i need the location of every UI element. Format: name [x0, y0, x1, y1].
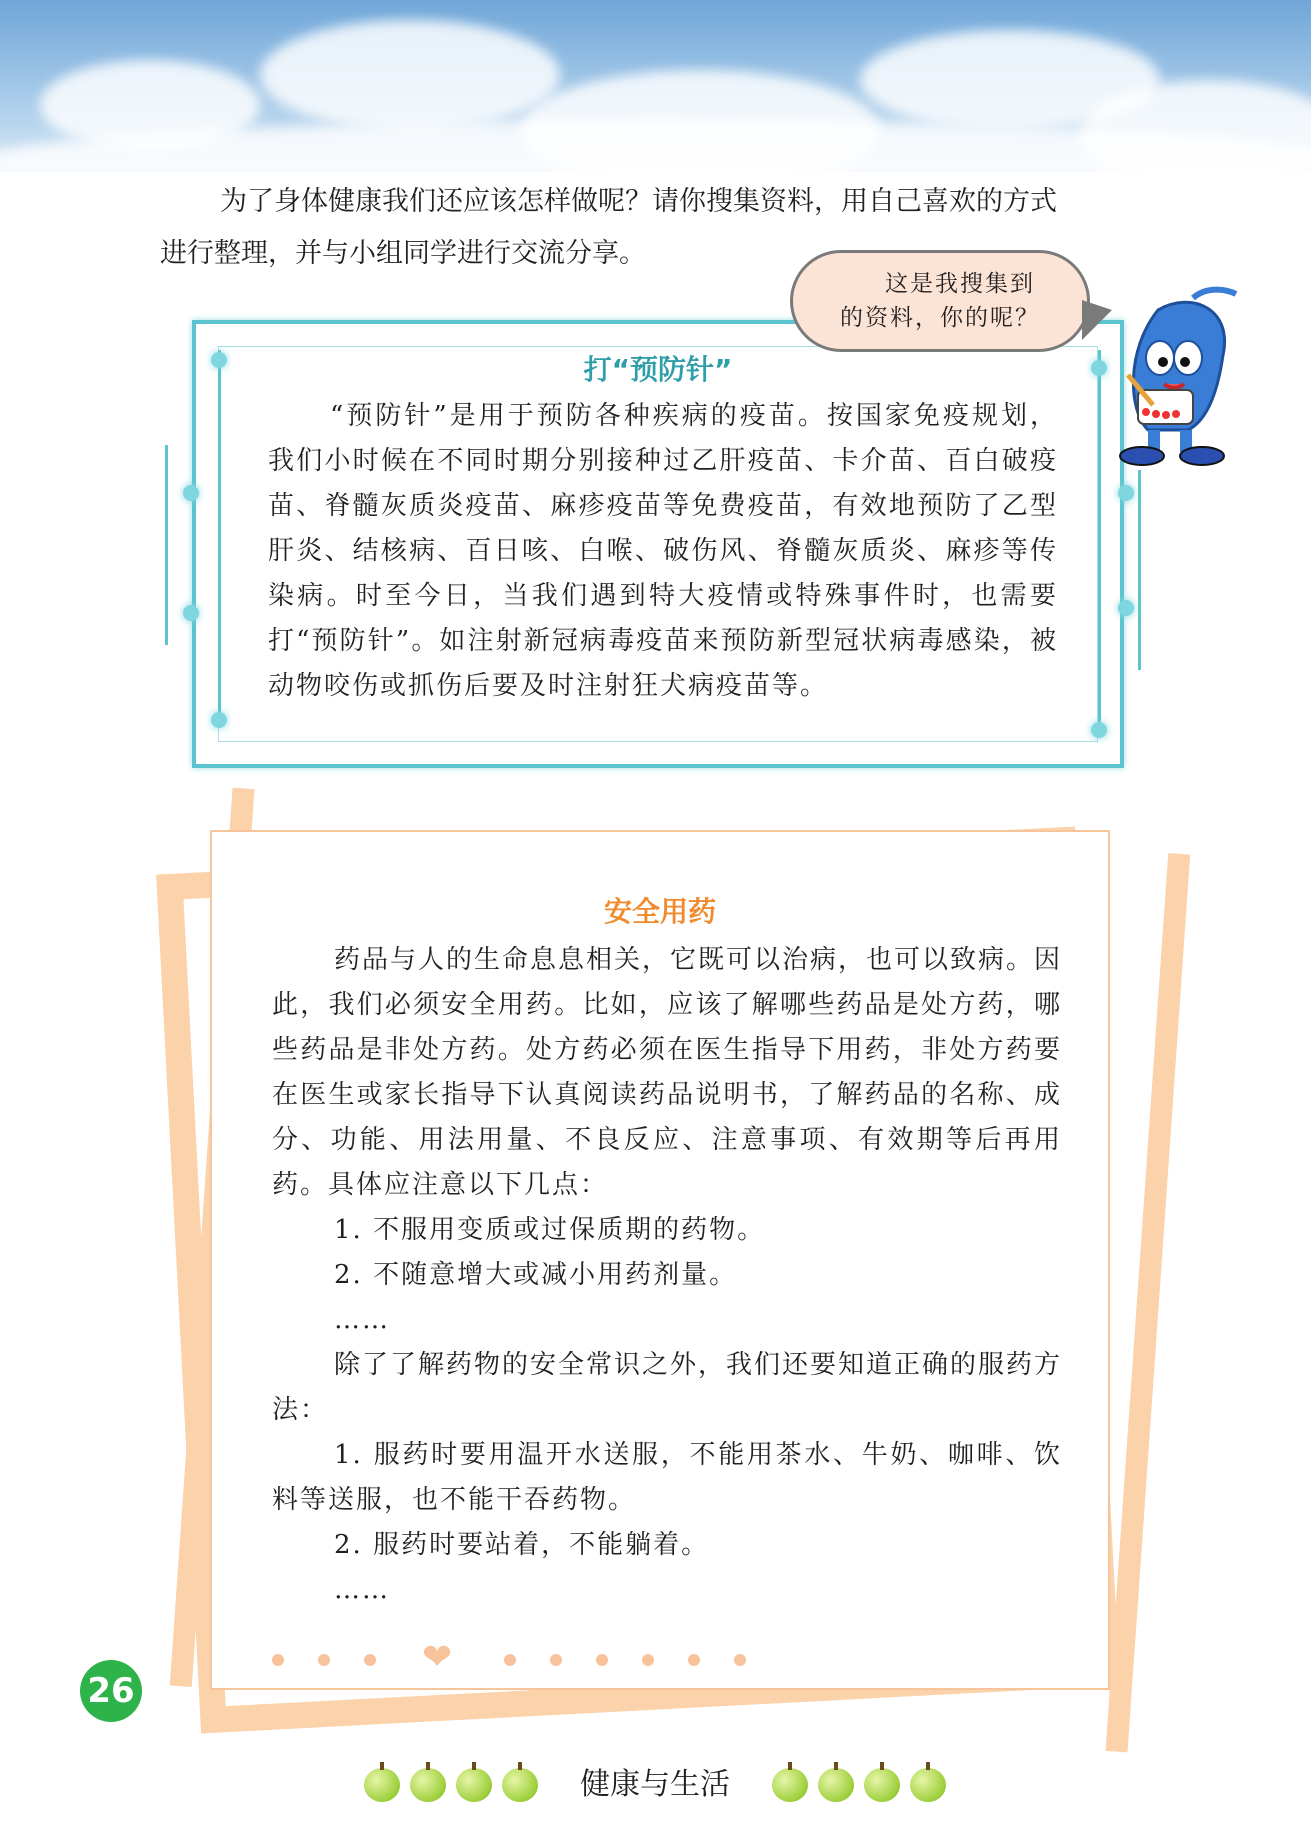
glow-dot	[183, 605, 199, 621]
medicine-item-3: 1. 服药时要用温开水送服，不能用茶水、牛奶、咖啡、饮料等送服，也不能干吞药物。	[272, 1440, 1062, 1515]
medicine-para-1: 药品与人的生命息息相关，它既可以治病，也可以致病。因此，我们必须安全用药。比如，应该了解哪些药品是处方药，哪些药品是非处方药。处方药必须在医生指导下用药，非处方药要在医生或家长指导下认真阅读药品说明书，了解药品的名称、成分、功能、用法用量、不良反应、注意事项、有效期等后再用药。具体应注意以下几点：	[272, 945, 1063, 1200]
medicine-item-4: 2. 服药时要站着，不能躺着。	[334, 1530, 710, 1560]
bubble-line-2: 的资料，你的呢？	[840, 305, 1040, 331]
apple-icon	[910, 1768, 946, 1802]
apple-icon	[456, 1768, 492, 1802]
vaccine-box-text: “预防针”是用于预防各种疾病的疫苗。按国家免疫规划，我们小时候在不同时期分别接种过乙肝疫苗、卡介苗、百白破疫苗、脊髓灰质炎疫苗、麻疹疫苗等免费疫苗，有效地预防了乙型肝炎、结核病、百日咳、白喉、破伤风、脊髓灰质炎、麻疹等传染病。时至今日，当我们遇到特大疫情或特殊事件时，也需要打“预防针”。如注射新冠病毒疫苗来预防新型冠状病毒感染，被动物咬伤或抓伤后要及时注射狂犬病疫苗等。	[268, 401, 1058, 701]
medicine-item-2: 2. 不随意增大或减小用药剂量。	[334, 1260, 738, 1290]
rail-left	[218, 350, 221, 720]
page-number-badge: 26	[80, 1660, 142, 1722]
mascot-icon	[1098, 280, 1248, 470]
medicine-ellipsis-2: ……	[334, 1575, 390, 1605]
medicine-info-box	[210, 830, 1110, 1690]
vaccine-box-body	[268, 394, 1058, 709]
intro-line-2: 进行整理，并与小组同学进行交流分享。	[160, 238, 646, 269]
bubble-line-1: 这是我搜集到	[885, 271, 1035, 297]
heart-icon: ❤	[422, 1637, 453, 1678]
footer-label: 健康与生活	[580, 1767, 730, 1802]
decorative-dots-row	[272, 1637, 972, 1678]
vaccine-info-box	[192, 320, 1124, 768]
footer	[0, 1762, 1311, 1812]
glow-dot	[183, 485, 199, 501]
medicine-para-2: 除了了解药物的安全常识之外，我们还要知道正确的服药方法：	[272, 1350, 1063, 1425]
medicine-box-body	[272, 938, 1062, 1613]
apple-icon	[364, 1768, 400, 1802]
rail-outer-right	[1138, 470, 1141, 670]
rail-outer-left	[165, 445, 168, 645]
glow-dot	[1118, 485, 1134, 501]
glow-dot	[211, 712, 227, 728]
medicine-ellipsis-1: ……	[334, 1305, 390, 1335]
apple-icon	[818, 1768, 854, 1802]
glow-dot	[1118, 600, 1134, 616]
vaccine-box-title: 打“预防针”	[583, 353, 733, 386]
medicine-item-1: 1. 不服用变质或过保质期的药物。	[334, 1215, 766, 1245]
apple-icon	[864, 1768, 900, 1802]
speech-bubble	[790, 250, 1090, 352]
apple-icon	[502, 1768, 538, 1802]
apple-icon	[772, 1768, 808, 1802]
glow-dot	[211, 352, 227, 368]
medicine-box-title: 安全用药	[603, 895, 716, 928]
glow-dot	[1091, 722, 1107, 738]
apple-icon	[410, 1768, 446, 1802]
intro-line-1: 为了身体健康我们还应该怎样做呢？请你搜集资料，用自己喜欢的方式	[220, 186, 1057, 217]
sky-banner	[0, 0, 1311, 172]
